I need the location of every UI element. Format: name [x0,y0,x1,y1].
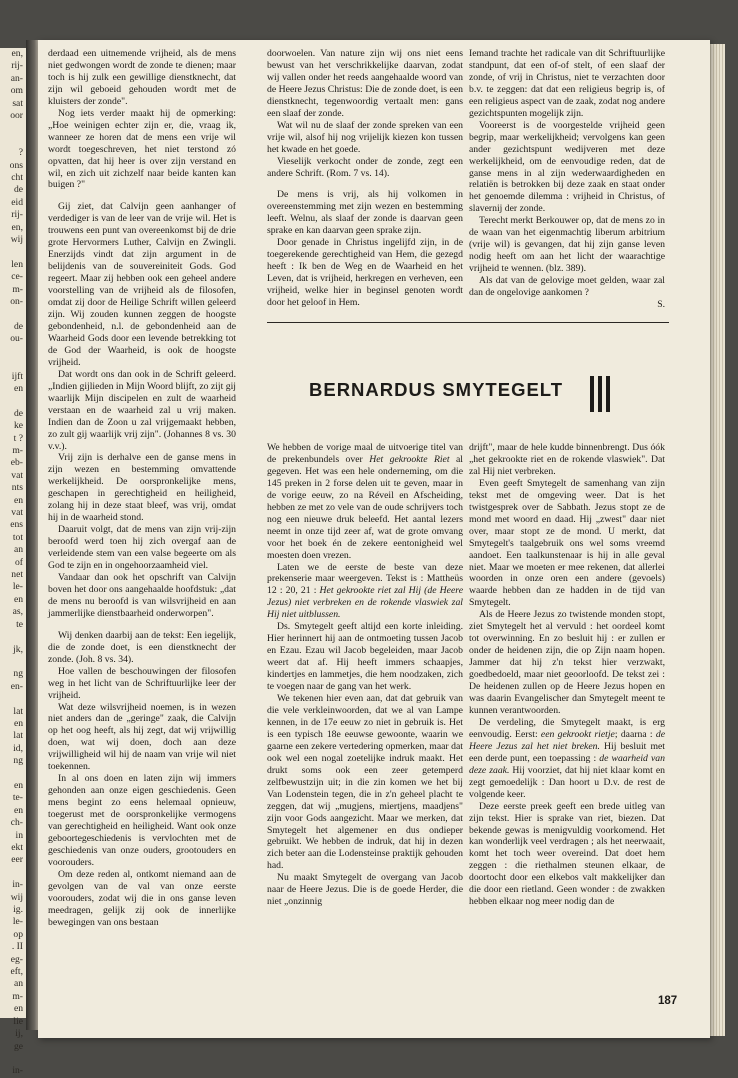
paragraph: Om deze reden al, ontkomt niemand aan de gevolgen van de val van onze eerste voorouders, zodat wij die in ons ganse leven meedragen, gelijk zij ook de innerlijke bewegingen van ons bestaan [48,868,236,928]
paragraph: Vrij zijn is derhalve een de ganse mens in zijn wezen en bestemming omvattende werkelijkheid. De oorspronkelijke mens, geschapen in gerechtigheid en heiligheid, zolang hij in deze staat bleef, was vrij, omdat hij in de waarheid stond. [48,452,236,524]
paragraph: Vandaar dan ook het opschrift van Calvijn boven het door ons aangehaalde hoofdstuk: „dat de mens nu beroofd is van wilsvrijheid en aan jammerlijke dienstbaarheid onderworpen". [48,571,236,619]
margin-fragment: tot [12,531,23,543]
margin-fragment: ge [13,1040,23,1052]
margin-fragment: vat [11,507,23,519]
margin-fragment: len [11,258,23,270]
margin-fragment: lie [13,1015,23,1027]
paragraph: Vieselijk verkocht onder de zonde, zegt een andere Schrift. (Rom. 7 vs. 14). [267,155,463,179]
paragraph: We tekenen hier even aan, dat dat gebruik van die vele verkleinwoorden, dat we al van Lampe kennen, in de 17e eeuw zo niet in gebruik is. Het is een typisch 18e eeuwse gewoonte, waarin we gaarne een zekere vertedering opmerken, maar dat ook wel een nogal zoetelijke indruk maakt. Het drukt soms ook een zeer getemperd zelfbewustzijn uit; in die zin komen we het bij Van Lodenstein tegen, die in z'n geheel placht te zeggen, dat wij „mugjens, miertjens, maadjens" zijn voor Gods aangezicht. Maar we merken, dat Smytegelt het algemener en dus ondieper gebruikt. We hebben de indruk, dat hij in dezen zich beter aan die Lodensteinse praktijk gehouden had. [267,693,463,872]
paragraph: Deze eerste preek geeft een brede uitleg van zijn tekst. Hier is sprake van riet, biezen. Dat bekende gewas is menigvuldig voorkomend. Het kan wonderlijk veel verdragen ; als het neerwaait, komt het toch weer overeind. Dat doet hem zeggen : die riethalmen steunen elkaar, de doortocht door een elkebos valt makkelijker dan die door een rietland. Geen wonder : de zwakken hebben elkaar nog meer nodig dan de [469,800,665,908]
paragraph: Ds. Smytegelt geeft altijd een korte inleiding. Hier herinnert hij aan de ontmoeting tussen Jacob en Ezau. Ezau wil Jacob begeleiden, maar Jacob weert dat af. Hij heeft immers schaapjes, kindertjes en lammetjes, die hem noodzaken, zich te voegen naar de gang van het werk. [267,621,463,693]
margin-fragment: on- [10,296,23,308]
margin-fragment: en, [11,221,23,233]
paragraph: derdaad een uitnemende vrijheid, als de mens niet gedwongen wordt de zonde te dienen; maar toch is hij zulk een gewillige dienstknecht, dat zijn wil geboeid gehouden wordt met de kluisters der zonde". [48,48,236,107]
paragraph: Iemand trachte het radicale van dit Schriftuurlijke standpunt, dat een of-of stelt, of een slaaf der zonde, of vrij in Christus, niet te verzachten door b.v. te zeggen: dat dat een religieus begrip is, of een religieus aspect van de zaak, zodat nog andere gezichtspunten mogelijk zijn. [469,48,665,119]
margin-fragment: eft, [10,966,23,978]
margin-fragment: m- [12,283,23,295]
margin-fragment: le- [12,581,23,593]
margin-fragment: en [13,717,23,729]
margin-fragment [0,656,26,668]
paragraph: Terecht merkt Berkouwer op, dat de mens zo in de waan van het eigenmachtig liberum arbitrium (vrije wil) is gevangen, dat hij zijn ganse leven nodig heeft om aan het licht der waarachtige vrijheid te wennen. (blz. 389). [469,215,665,275]
margin-fragment: m- [12,990,23,1002]
margin-fragment: ou- [10,333,23,345]
article-column-left [267,442,463,908]
margin-fragment: om [10,85,23,97]
margin-fragment: m- [12,445,23,456]
margin-fragment [0,309,26,321]
magazine-page [38,40,710,1038]
margin-fragment: ng [13,668,23,680]
margin-fragment [0,693,26,705]
margin-fragment: an- [10,72,23,84]
paragraph: De mens is vrij, als hij volkomen in overeenstemming met zijn wezen en bestemming leeft. Welnu, als slaaf der zonde is daarvan geen sprake en kan daarvan geen sprake zijn. [267,189,463,237]
margin-fragment: as, [12,606,23,618]
paragraph: Hoe vallen de beschouwingen der filosofen weg in het licht van de Schriftuurlijke leer der vrijheid. [48,665,236,701]
margin-fragment: ch- [10,817,23,829]
article-title: BERNARDUS SMYTEGELT [309,379,564,400]
paragraph: Even geeft Smytegelt de samenhang van zijn tekst met de omgeving weer. Dat is het twistgesprek over de Sabbath. Jezus stopt ze de mond met woord en daad. Hij „zwest" daar niet over, maar stopt ze de mond. U merkt, dat Smytegelt's taalgebruik ons wel soms vreemd aandoet. Een taalkunstenaar is hij in alle geval niet. Maar we moeten er mee rekenen, dat allerlei woorden in onze oren een andere (gevoels) waarde hebben dan ze hadden in de tijd van Smytegelt. [469,477,665,609]
page-number: 187 [658,995,678,1007]
margin-fragment: en [13,494,23,506]
margin-fragment [0,346,26,358]
margin-fragment: ekt [11,842,23,853]
margin-fragment: en [13,382,23,394]
margin-fragment: in- [12,879,23,891]
margin-fragment: en- [10,680,23,692]
margin-fragment: lat [13,705,23,717]
paragraph: Daaruit volgt, dat de mens van zijn vrij-zijn beroofd werd toen hij zich overgaf aan de verleidende stem van een valse begeerte om als God te zijn en in ongehoorzaamheid viel. [48,524,236,572]
margin-fragment: en [13,593,23,605]
author-initial: S. [657,299,665,311]
margin-fragment: en [13,1003,23,1015]
margin-fragment: nts [11,482,23,494]
margin-fragment: oor [10,110,23,122]
column-2 [267,48,463,309]
margin-fragment: cht [11,172,23,184]
margin-fragment: of [15,556,23,568]
margin-fragment [0,1053,26,1065]
margin-fragment: ? [18,147,23,159]
margin-fragment [0,358,26,370]
part-numeral-mark [588,375,612,413]
margin-fragment: te [16,618,23,630]
margin-fragment: en, [11,48,23,59]
margin-fragment: ons [9,159,23,171]
margin-fragment [0,395,26,407]
section-divider [267,322,669,323]
margin-fragment: vat [11,469,23,481]
margin-fragment: in [15,829,23,841]
margin-fragment: net [11,569,23,581]
margin-fragment: ce- [11,271,23,283]
margin-fragment: . II [11,941,23,953]
paragraph: doorwoelen. Van nature zijn wij ons niet eens bewust van het verschrikkelijke daarvan, zodat wij vallen onder het reeds aangehaalde woord van de Heere Jezus Christus: Die de zonde doet, is een dienstknecht, tegenwoordig vertaalt men: gans een slaaf der zonde. [267,48,463,119]
paragraph: Als de Heere Jezus zo twistende monden stopt, ziet Smytegelt het al vervuld : het oordeel komt tot overwinning. En zo besluit hij : er zullen er onder de heidenen zijn, die op Zijn naam hopen. Jammer dat hij z'n tekst hier verzwakt, goedbedoeld, maar niet geoorloofd. De tekst zei : De heidenen zullen op de Heere Jezus hopen en was daarin Evangelischer dan Smytegelt meent te kunnen verantwoorden. [469,609,665,716]
margin-fragment: sat [12,97,23,109]
margin-fragment: de [13,407,23,419]
margin-fragment: op [13,928,23,940]
margin-fragment: en [13,804,23,816]
margin-fragment [0,867,26,879]
paragraph: Laten we de eerste de beste van deze prekenserie maar weergeven. Tekst is : Mattheüs 12 : 20, 21 : Het gekrookte riet zal Hij (de Heere Jezus) niet verbreken en de rokende vlaswiek zal Hij niet uitblussen. [267,561,463,621]
margin-fragment: eer [11,854,23,866]
margin-fragment: ens [10,519,23,531]
margin-fragment [0,768,26,780]
paragraph: In al ons doen en laten zijn wij immers gehonden aan onze eigen geschiedenis. Geen mens begint zo eens helemaal opnieuw, toegerust met de oorspronkelijke vermogens van gerechtigheid en heiligheid. Want ook onze geboortegeschiedenis is vervlochten met de geschiedenis van onze ouders, grootouders en voorouders. [48,773,236,868]
paragraph: De verdeling, die Smytegelt maakt, is erg eenvoudig. Eerst: een gekrookt rietje; daarna : de Heere Jezus zal het niet breken. Hij besluit met een derde punt, een toepassing : de waarheid van deze zaak. Hij voorziet, dat hij niet klaar komt en zegt gemoedelijk : Dan hoort u D.v. de rest de volgende keer. [469,716,666,800]
paragraph: Wat deze wilsvrijheid noemen, is in wezen niet anders dan de „geringe" zaak, die Calvijn op het oog heeft, als hij zegt, dat wij vrijwillig doen, wat wij doen, doch aan deze vrijwilligheid wil hij de naam van vrije wil niet toekennen. [48,701,236,773]
article-header [267,375,669,425]
margin-fragment: id, [13,742,23,754]
margin-fragment: an [13,544,23,556]
margin-fragment: rij- [11,209,23,221]
paragraph: Nu maakt Smytegelt de overgang van Jacob naar de Heere Jezus. Die is de goede Herder, die niet „onzinnig [267,872,463,908]
margin-fragment: ke [13,420,23,432]
article-column-right [469,442,665,908]
paragraph: Gij ziet, dat Calvijn geen aanhanger of verdediger is van de leer van de vrije wil. Het is trouwens een punt van overeenkomst bij de drie grote Hervormers Luther, Calvijn en Zwingli. Enerzijds vindt dat zijn argument in de belijdenis van de souvereiniteit Gods. God regeert. Maar zij hebben ook een geheel andere voorstelling van de vrijheid als de filosofen, omdat zij door de Heilige Schrift willen geleerd zijn. Wij zouden kunnen zeggen de hoogste gebondenheid, n.l. de gebondenheid aan de Waarheid Gods door een levende betrekking tot de God der Waarheid, is ook de hoogste vrijheid. [48,201,236,368]
paragraph: drijft", maar de hele kudde binnenbrengt. Dus óók „het gekrookte riet en de rokende vlaswiek". Dat zal Hij niet verbreken. [469,442,665,477]
margin-fragment: in- [12,1065,23,1077]
paragraph: Vooreerst is de voorgestelde vrijheid geen begrip, maar werkelijkheid; vervolgens kan geen ander gezichtspunt wedijveren met deze werkelijkheid, om de eenvoudige reden, dat de ganse mens in al zijn wederwaardigheden en relatiën is betrokken bij deze zaak en staat onder het genoemde dilemma : vrijheid in Christus, of slavernij der zonde. [469,119,665,215]
margin-fragment: eb- [10,457,23,469]
margin-fragment: ijft [11,370,23,382]
margin-fragment: te- [12,792,23,804]
paragraph: Wat wil nu de slaaf der zonde spreken van een vrije wil, alsof hij nog vrijelijk kiezen kon tussen het kwade en het goede. [267,119,463,155]
margin-fragment: en [13,779,23,791]
margin-fragment: jk, [13,643,23,655]
margin-fragment: wij [10,891,23,903]
margin-fragment: lat [13,730,23,742]
margin-fragment: de [13,320,23,332]
margin-fragment [0,135,26,147]
paragraph: Als dat van de gelovige moet gelden, waar zal dan de ongelovige aankomen ? [469,275,665,299]
paragraph: Nog iets verder maakt hij de opmerking: „Hoe weinigen echter zijn er, die, vraag ik, wanneer ze horen dat de mens een vrije wil wordt toegeschreven, het niet terstond zó opvatten, dat hij heer is over zijn verstand en wil, en zich uit zichzelf naar beide kanten kan buigen ?" [48,107,236,191]
margin-fragment: an [13,978,23,990]
margin-fragment [0,247,26,259]
margin-fragment: le- [12,916,23,928]
column-3 [469,48,665,311]
margin-fragment [0,631,26,643]
margin-fragment: rij- [11,60,23,72]
margin-fragment [0,122,26,134]
previous-page-margin [0,48,27,1077]
margin-fragment: ig. [13,904,23,916]
column-1 [48,48,236,929]
margin-fragment: de [13,184,23,196]
margin-fragment: eid [11,196,23,208]
paragraph: Door genade in Christus ingelijfd zijn, in de toegerekende gerechtigheid van Hem, die gezegd heeft : Ik ben de Weg en de Waarheid en het Leven, dat is vrijheid, herkregen en verheven, een vrijheid, welke hier in beginsel genoten wordt door het geloof in Hem. [267,237,463,309]
paragraph: We hebben de vorige maal de uitvoerige titel van de prekenbundels over Het gekrookte Riet al gegeven. Het was een hele onderneming, om die 145 preken in 2 forse delen uit te geven, maar in de vorige eeuw, zo na Réveil en Afscheiding, hebben ze met zo vele van de oude schrijvers toch nog een nieuwe druk beleefd. Het aantal lezers neemt in onze tijd zeer af, wat de grote omvang voor het boek én de zekere eentonigheid wel moesten doen vrezen. [267,442,463,561]
margin-fragment: wij [10,234,23,246]
margin-fragment: ng [13,755,23,767]
margin-fragment: t ? [13,432,23,444]
margin-fragment: eg- [10,953,23,965]
paragraph: Dat wordt ons dan ook in de Schrift geleerd. „Indien gijlieden in Mijn Woord blijft, zo zijt gij waarlijk Mijn discipelen en zult de waarheid verstaan en de waarheid zal u vrij maken. Indien dan de Zoon u zal vrijgemaakt hebben, zo zult gij waarlijk vrij zijn". (Johannes 8 vs. 30 v.v.). [48,368,236,452]
margin-fragment: ij, [15,1028,23,1040]
paragraph: Wij denken daarbij aan de tekst: Een iegelijk, die de zonde doet, is een dienstknecht der zonde. (Joh. 8 vs. 34). [48,629,236,665]
